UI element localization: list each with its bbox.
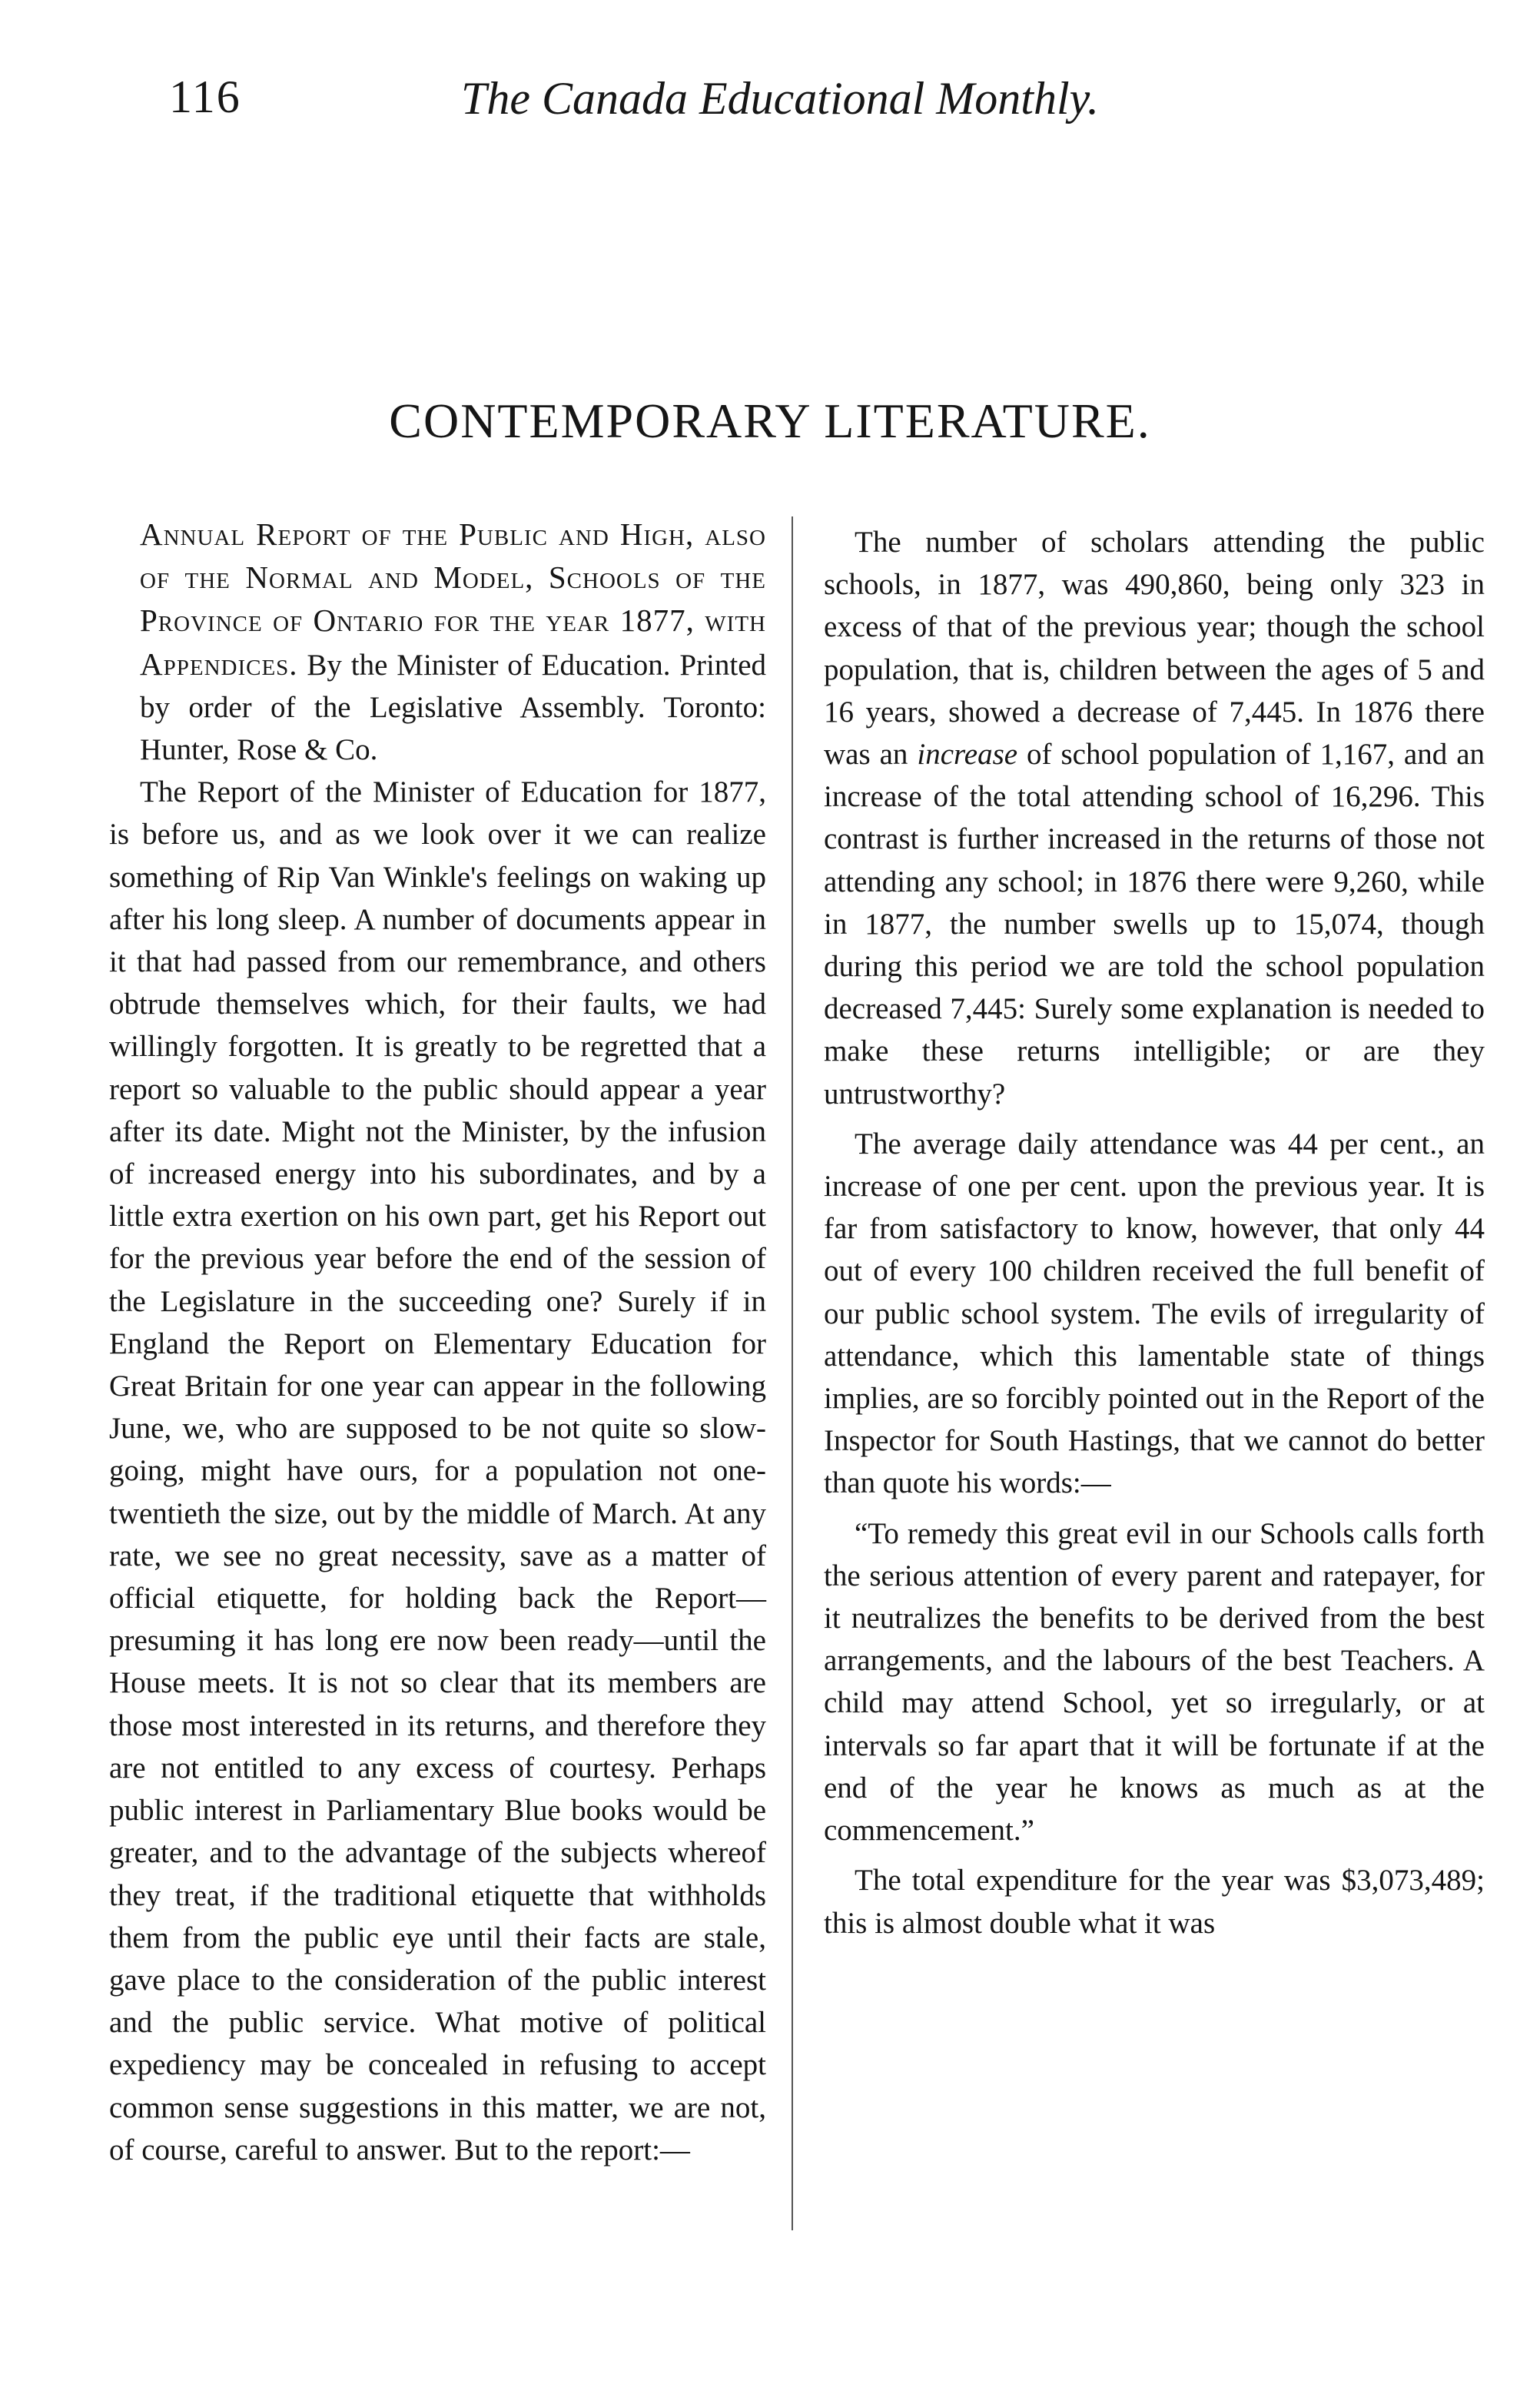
emphasis-increase: increase bbox=[917, 738, 1018, 772]
review-paragraph-4: The total expenditure for the year was $3,073,489; this is almost double what it was bbox=[824, 1864, 1485, 1940]
review-paragraph-2 bbox=[824, 521, 1485, 1115]
review-paragraph-2-end: of school population of 1,167, and an increase of the total attending school of 16,296. This contrast is further increased in the returns of those not attending any school; in 1876 there were 9,260, while in 1877, the number swells up to 15,074, though during this period we are told the school population decreased 7,445: Surely some explanation is needed to make these returns intelligible; or are they untrustworthy? bbox=[824, 738, 1485, 1111]
review-paragraph-1: The Report of the Minister of Education for 1877, is before us, and as we look over it we can realize something of Rip Van Winkle's feelings on waking up after his long sleep. A number of documents appear in it that had passed from our remembrance, and others obtrude themselves which, for their faults, we had willingly forgotten. It is greatly to be regretted that a report so valuable to the public should appear a year after its date. Might not the Minister, by the infusion of increased energy into his subordinates, and by a little extra exertion on his own part, get his Report out for the previous year before the end of the session of the Legislature in the succeeding one? Surely if in England the Report on Elementary Education for Great Britain for one year can appear in the following June, we, who are supposed to be not quite so slow-going, might have ours, for a population not one-twentieth the size, out by the middle of March. At any rate, we see no great necessity, save as a matter of official etiquette, for holding back the Report—presuming it has long ere now been ready—until the House meets. It is not so clear that its members are those most interested in its returns, and therefore they are not entitled to any excess of courtesy. Perhaps public interest in Parliamentary Blue books would be greater, and to the advantage of the subjects whereof they treat, if the traditional etiquette that withholds them from the public eye until their facts are stale, gave place to the consideration of the public interest and the public service. What motive of political expediency may be concealed in refusing to accept common sense suggestions in this matter, we are not, of course, careful to answer. But to the report:— bbox=[109, 775, 766, 2167]
page-number: 116 bbox=[169, 71, 241, 122]
inspector-quote: “To remedy this great evil in our Schools calls forth the serious attention of every parent and ratepayer, for it neutralizes the benefits to be derived from the best arrangements, and the labours of the best Teachers. A child may attend School, yet so irregularly, or at intervals so far apart that it will be fortunate if at the end of the year he knows as much as at the commencement.” bbox=[824, 1516, 1485, 1848]
review-column-right bbox=[824, 513, 1485, 1944]
review-column-left bbox=[109, 513, 766, 2171]
running-title: The Canada Educational Monthly. bbox=[461, 73, 1099, 124]
book-title: Annual Report of the Public and High, also of the Normal and Model, Schools of the Province of Ontario for the year 1877, with Appendices. bbox=[140, 516, 766, 682]
book-details: By the Minister of Education. Printed by order of the Legislative Assembly. Toronto: Hunter, Rose & Co. bbox=[140, 648, 767, 767]
book-entry bbox=[109, 513, 766, 771]
column-rule bbox=[792, 516, 793, 2230]
review-paragraph-3: The average daily attendance was 44 per cent., an increase of one per cent. upon the previous year. It is far from satisfactory to know, however, that only 44 out of every 100 children received the full benefit of our public school system. The evils of irregularity of attendance, which this lamentable state of things implies, are so forcibly pointed out in the Report of the Inspector for South Hastings, that we cannot do better than quote his words:— bbox=[824, 1127, 1485, 1500]
section-title: CONTEMPORARY LITERATURE. bbox=[389, 393, 1151, 448]
review-paragraph-2-start: The number of scholars attending the public schools, in 1877, was 490,860, being only 323 in excess of that of the previous year; though the school population, that is, children between the ages of 5 and 16 years, showed a decrease of 7,445. In 1876 there was an bbox=[824, 526, 1485, 772]
